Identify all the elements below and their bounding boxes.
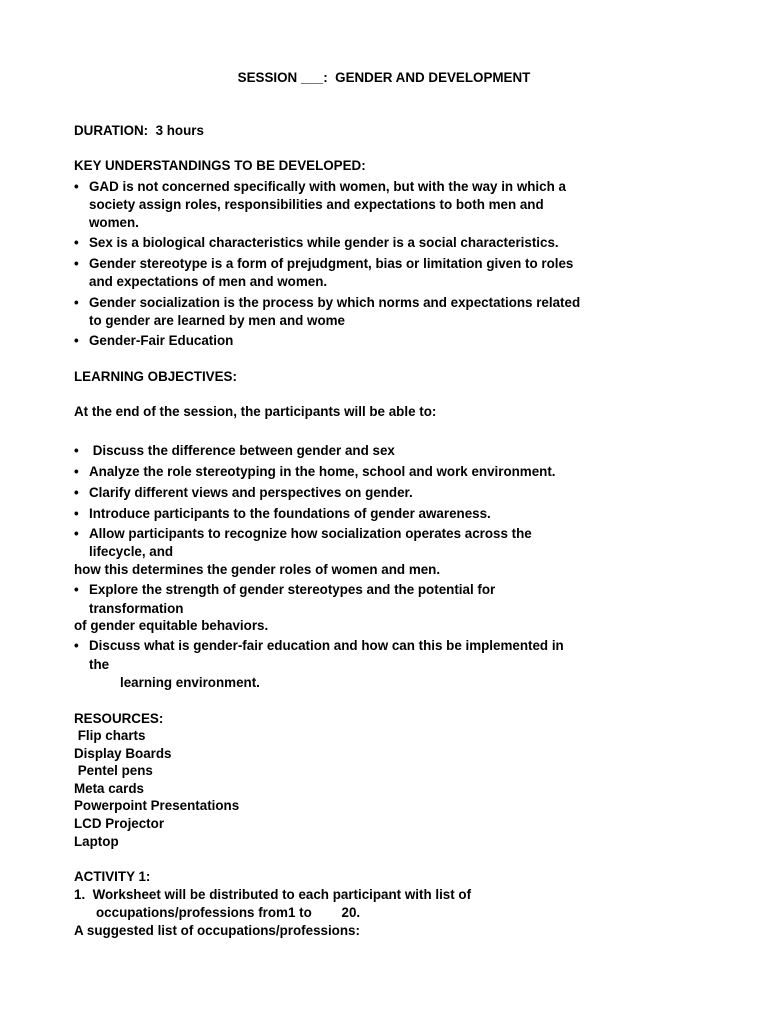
activity-heading: ACTIVITY 1: [74, 869, 151, 884]
objective-item: Explore the strength of gender stereotypes and the potential for [89, 582, 496, 597]
objective-continuation: of gender equitable behaviors. [74, 618, 269, 633]
key-item-4-line-2: to gender are learned by men and wome [89, 313, 345, 328]
objective-continuation: learning environment. [120, 675, 260, 690]
resource-item: Display Boards [74, 746, 172, 761]
learning-objectives-heading: LEARNING OBJECTIVES: [74, 369, 237, 384]
objective-item: Analyze the role stereotyping in the home, school and work environment. [89, 464, 556, 479]
resource-item: Powerpoint Presentations [74, 798, 240, 813]
objective-continuation: transformation [89, 601, 184, 616]
bullet-marker: • [74, 464, 79, 479]
key-item-1-line-2: society assign roles, responsibilities and expectations to both men and [89, 197, 544, 212]
objective-continuation: lifecycle, and [89, 544, 174, 559]
bullet-marker: • [74, 333, 79, 348]
bullet-marker: • [74, 443, 79, 458]
resource-item: Flip charts [74, 728, 146, 743]
resource-item: Pentel pens [74, 763, 153, 778]
bullet-marker: • [74, 179, 79, 194]
bullet-marker: • [74, 526, 79, 541]
activity-line: A suggested list of occupations/professions: [74, 923, 360, 938]
objective-item: Allow participants to recognize how socialization operates across the [89, 526, 532, 541]
objective-item: Discuss what is gender-fair education and how can this be implemented in [89, 638, 564, 653]
bullet-marker: • [74, 235, 79, 250]
objectives-intro: At the end of the session, the participants will be able to: [74, 404, 437, 419]
document-title: SESSION ___: GENDER AND DEVELOPMENT [237, 70, 531, 85]
resource-item: LCD Projector [74, 816, 165, 831]
resource-item: Laptop [74, 834, 119, 849]
key-item-5: Gender-Fair Education [89, 333, 234, 348]
key-item-3-line-1: Gender stereotype is a form of prejudgment, bias or limitation given to roles [89, 256, 574, 271]
key-item-4-line-1: Gender socialization is the process by which norms and expectations related [89, 295, 581, 310]
bullet-marker: • [74, 485, 79, 500]
resource-item: Meta cards [74, 781, 144, 796]
objective-continuation: the [89, 657, 110, 672]
bullet-marker: • [74, 295, 79, 310]
bullet-marker: • [74, 256, 79, 271]
bullet-marker: • [74, 506, 79, 521]
key-item-2: Sex is a biological characteristics while gender is a social characteristics. [89, 235, 559, 250]
resources-heading: RESOURCES: [74, 711, 164, 726]
activity-line: occupations/professions from1 to 20. [96, 905, 361, 920]
duration-text: DURATION: 3 hours [74, 123, 204, 138]
objective-item: Discuss the difference between gender and sex [89, 443, 395, 458]
objective-continuation: how this determines the gender roles of women and men. [74, 562, 441, 577]
key-item-3-line-2: and expectations of men and women. [89, 274, 328, 289]
key-item-1-line-1: GAD is not concerned specifically with women, but with the way in which a [89, 179, 566, 194]
objective-item: Clarify different views and perspectives on gender. [89, 485, 413, 500]
bullet-marker: • [74, 582, 79, 597]
bullet-marker: • [74, 638, 79, 653]
key-understandings-heading: KEY UNDERSTANDINGS TO BE DEVELOPED: [74, 158, 366, 173]
objective-item: Introduce participants to the foundations of gender awareness. [89, 506, 491, 521]
activity-line: 1. Worksheet will be distributed to each participant with list of [74, 887, 472, 902]
key-item-1-line-3: women. [89, 215, 139, 230]
